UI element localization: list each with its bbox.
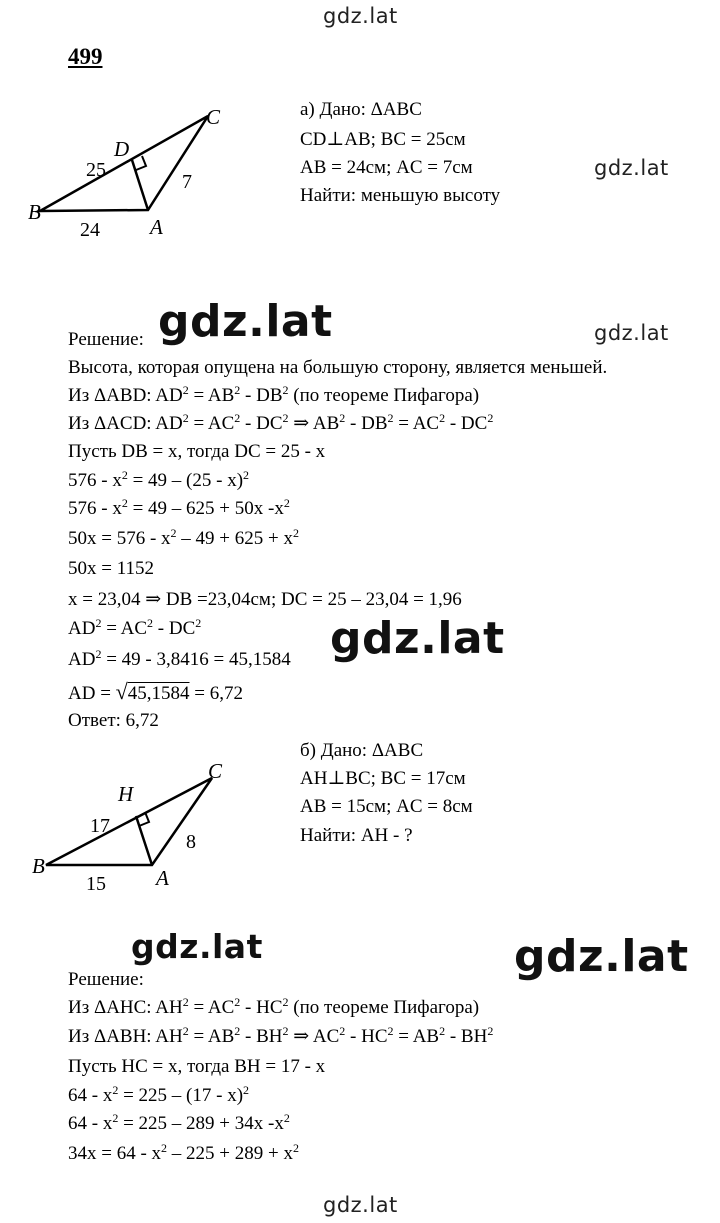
solution-a-line-1: Высота, которая опущена на большую сторону, является меньшей.	[68, 357, 608, 378]
vertex-h-label: H	[118, 782, 134, 806]
vertex-a-label: A	[150, 215, 163, 239]
watermark-top: gdz.lat	[323, 4, 398, 28]
solution-a-line-11: $AD^2 = 49 - 3,8416 = 45,1584$	[68, 647, 291, 670]
solution-a-line-6: $576 - x^2 = 49 - 625 + 50x$ $-x^2$	[68, 496, 290, 519]
vertex-b-label: B	[32, 854, 45, 878]
watermark-right-b: gdz.lat	[514, 931, 689, 982]
watermark-bottom: gdz.lat	[323, 1193, 398, 1217]
given-a-line-1: а) Дано: ΔABC	[300, 99, 422, 120]
watermark-right-reshenie: gdz.lat	[594, 321, 669, 345]
solution-b-heading: Решение:	[68, 969, 144, 990]
watermark-left-b: gdz.lat	[131, 927, 263, 966]
sqrt-radicand: 45,1584	[127, 683, 190, 704]
watermark-after-reshenie: gdz.lat	[158, 296, 333, 347]
watermark-right-a: gdz.lat	[594, 156, 669, 180]
solution-b-line-1: Из ΔAHC: $AH^2 = AC^2 - HC^2$ (по теореме Пифагора)	[68, 995, 480, 1018]
solution-b-line-6: $34x = 64 - x^2 - 225 + 289 + x^2$	[68, 1141, 299, 1164]
given-b-line-4: Найти: AH - ?	[300, 825, 413, 846]
side-ab-length: 15	[86, 873, 106, 895]
given-a-line-4: Найти: меньшую высоту	[300, 185, 501, 206]
triangle-figure-a	[22, 96, 232, 246]
given-a-line-2: CD⊥AB; BC = 25см	[300, 129, 466, 150]
solution-a-line-10: $AD^2 = AC^2 - DC^2$	[68, 616, 202, 639]
side-bd-length: 25	[86, 159, 106, 181]
answer-a: Ответ: 6,72	[68, 710, 159, 731]
solution-b-line-3: Пусть HC = x, тогда BH = 17 - x	[68, 1056, 326, 1077]
given-b-line-3: AB = 15см; AC = 8см	[300, 796, 473, 817]
side-ac-length: 8	[186, 831, 196, 853]
vertex-b-label: B	[28, 200, 41, 224]
solution-a-line-9: x = 23,04 ⇒ DB =23,04см; DC = 25 – 23,04 = 1,96	[68, 589, 462, 610]
vertex-d-label: D	[114, 137, 130, 161]
vertex-c-label: C	[208, 759, 223, 783]
watermark-middle: gdz.lat	[330, 613, 505, 664]
triangle-figure-b	[26, 758, 236, 898]
sqrt-sign: √	[115, 679, 128, 704]
vertex-a-label: A	[156, 866, 169, 890]
solution-a-heading: Решение:	[68, 329, 144, 350]
solution-a-line-7: $50x = 576 - x^2 - 49 + 625 + x^2$	[68, 526, 299, 549]
solution-a-line-8: 50x = 1152	[68, 558, 155, 579]
given-a-line-3: AB = 24см; AC = 7см	[300, 157, 473, 178]
solution-b-line-4: $64 - x^2 = 225 - (17 - x)^2$	[68, 1083, 250, 1106]
solution-a-line-3: Из ΔACD: $AD^2 = AC^2 - DC^2$ ⇒ $AB^2 - DB^2 = AC^2 - DC^2$	[68, 411, 494, 434]
problem-number: 499	[68, 44, 103, 69]
vertex-c-label: C	[206, 105, 221, 129]
given-b-line-2: AH⊥BC; BC = 17см	[300, 768, 466, 789]
side-ac-length: 7	[182, 171, 192, 193]
solution-a-line-5: $576 - x^2 = 49 - (25 - x)^2$	[68, 468, 250, 491]
side-bh-length: 17	[90, 815, 110, 837]
solution-a-line-2: Из ΔABD: $AD^2 = AB^2 - DB^2$ (по теореме Пифагора)	[68, 383, 480, 406]
given-b-line-1: б) Дано: ΔABC	[300, 740, 424, 761]
solution-b-line-2: Из ΔABH: $AH^2 = AB^2 - BH^2$ ⇒ $AC^2 - HC^2 = AB^2 - BH^2$	[68, 1024, 494, 1047]
solution-a-line-4: Пусть DB = x, тогда DC = 25 - x	[68, 441, 326, 462]
side-ab-length: 24	[80, 219, 100, 241]
solution-a-line-12: AD = √45,1584 = 6,72	[68, 679, 243, 704]
solution-b-line-5: $64 - x^2 = 225 - 289 + 34x$ $-x^2$	[68, 1111, 290, 1134]
